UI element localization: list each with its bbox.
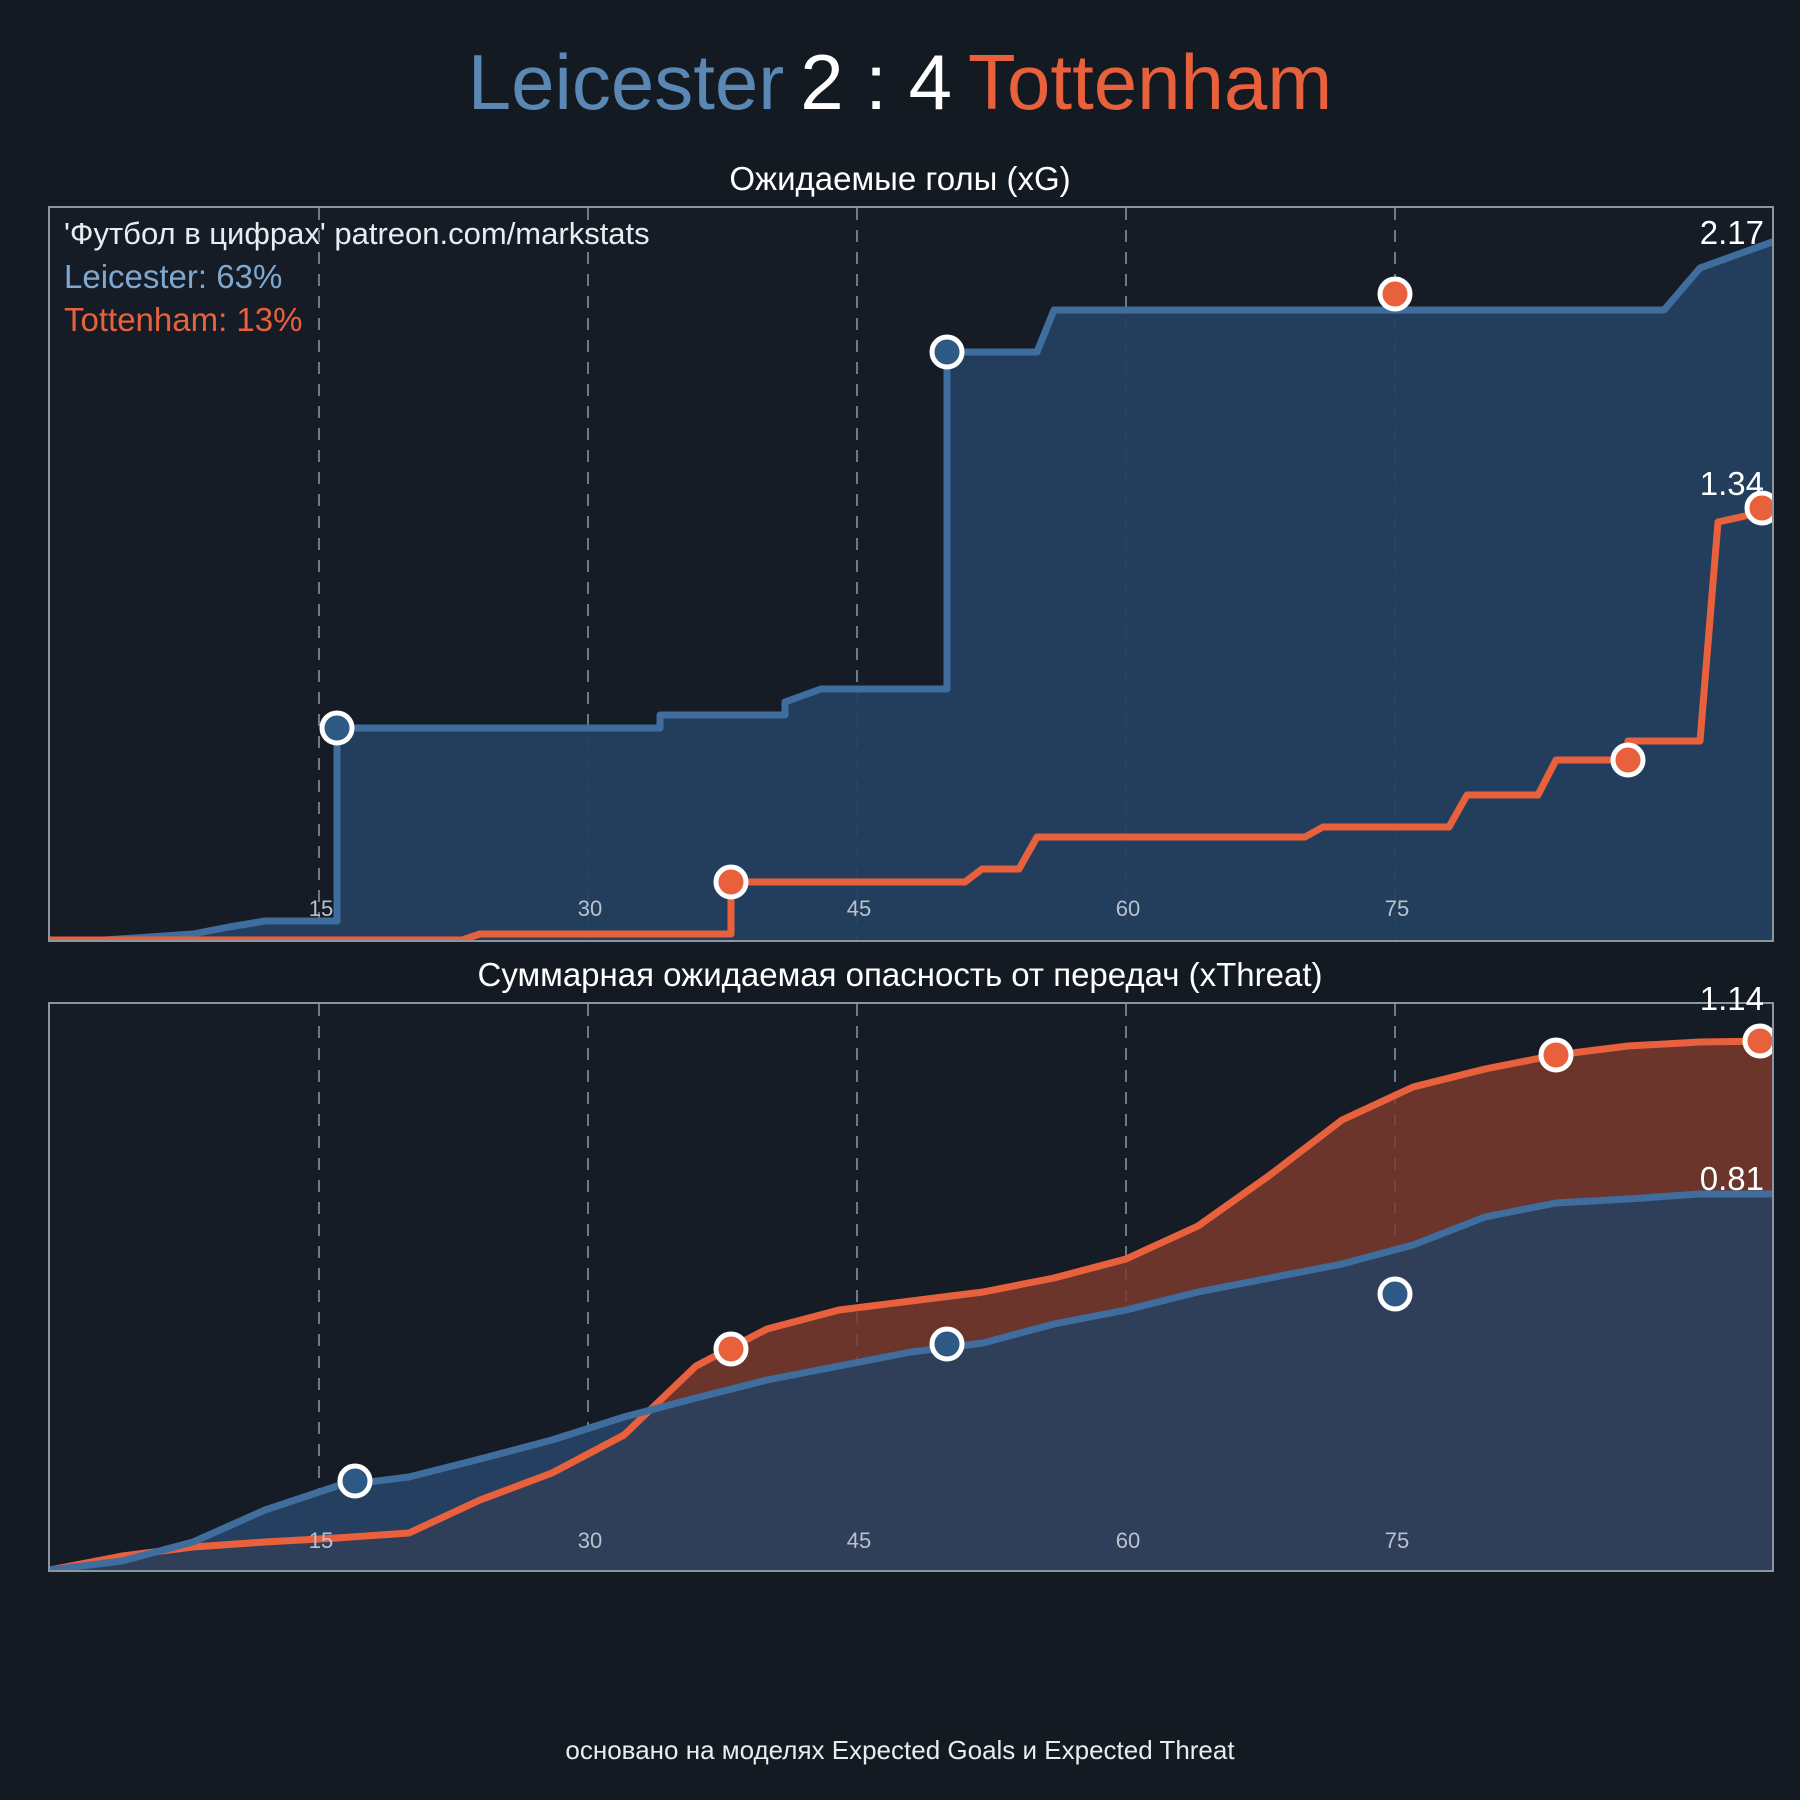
- chart-xthreat: [48, 980, 1774, 1572]
- xg-xtick-30: 30: [577, 896, 603, 921]
- xt-xtick-60: 60: [1115, 1528, 1141, 1553]
- xg-xtick-60: 60: [1115, 896, 1141, 921]
- xg-away-total: 1.34: [1699, 465, 1764, 502]
- chart-xt-plot-area: [50, 1004, 1772, 1570]
- chart-xt-svg: [50, 1004, 1772, 1570]
- xt-xtick-45: 45: [846, 1528, 872, 1553]
- goal-marker-tottenham-88: [1613, 745, 1643, 775]
- xg-home-total: 2.17: [1699, 214, 1764, 251]
- xt-home-total: 0.81: [1699, 1160, 1764, 1197]
- chart-title-xg: Ожидаемые голы (xG): [729, 160, 1071, 197]
- xt-away-total: 1.14: [1699, 980, 1764, 1017]
- goal-marker-tottenham-75: [1380, 279, 1410, 309]
- chart-title-xt: Суммарная ожидаемая опасность от передач (xThreat): [477, 956, 1323, 993]
- match-score: 2 : 4: [800, 38, 953, 126]
- home-team-name: Leicester: [467, 38, 785, 126]
- legend-away: Tottenham: 13%: [64, 301, 303, 339]
- xg-xtick-45: 45: [846, 896, 872, 921]
- goal-marker-leicester-16: [322, 713, 352, 743]
- match-title: [0, 34, 1800, 130]
- credit-text: 'Футбол в цифрах' patreon.com/markstats: [64, 216, 650, 251]
- xg-xtick-75: 75: [1384, 896, 1410, 921]
- goal-marker-leicester-75-xt: [1380, 1279, 1410, 1309]
- away-team-name: Tottenham: [968, 38, 1333, 126]
- goal-marker-tottenham-84-xt: [1541, 1040, 1571, 1070]
- goal-marker-leicester-17-xt: [340, 1466, 370, 1496]
- goal-marker-leicester-50: [932, 337, 962, 367]
- series-area-leicester-xt-top: [50, 1194, 1772, 1570]
- footer-note: основано на моделях Expected Goals и Expected Threat: [565, 1735, 1235, 1765]
- chart-xg-legend: [64, 214, 650, 342]
- chart-xg: [48, 206, 1774, 942]
- legend-home: Leicester: 63%: [64, 257, 283, 295]
- goal-marker-tottenham-40-xt: [716, 1334, 746, 1364]
- goal-marker-tottenham-38: [716, 867, 746, 897]
- xt-xtick-75: 75: [1384, 1528, 1410, 1553]
- goal-marker-leicester-52-xt: [932, 1329, 962, 1359]
- xt-xtick-30: 30: [577, 1528, 603, 1553]
- xg-xtick-15: 15: [308, 896, 334, 921]
- xt-xtick-15: 15: [308, 1528, 334, 1553]
- goal-marker-tottenham-96-xt: [1745, 1026, 1772, 1056]
